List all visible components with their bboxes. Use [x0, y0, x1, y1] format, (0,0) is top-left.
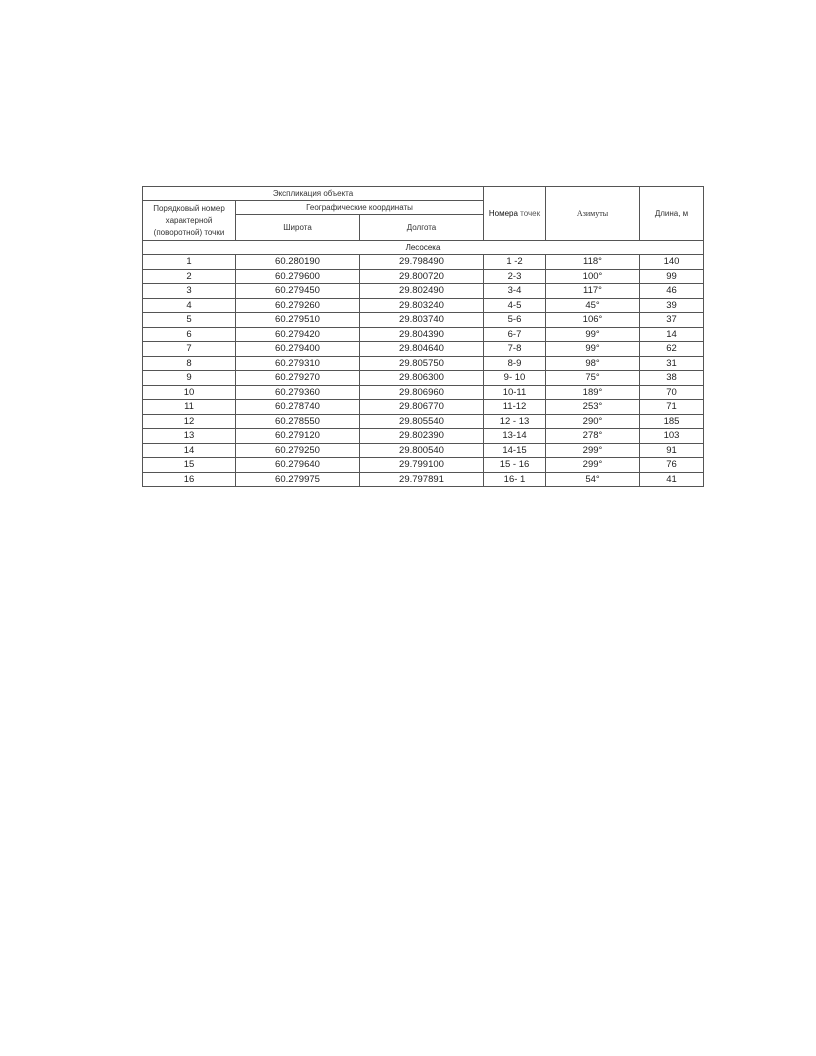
azimuth-cell: 299° — [546, 458, 640, 473]
azimuth-cell: 100° — [546, 269, 640, 284]
point-pair-cell: 16- 1 — [484, 472, 546, 487]
table-row — [143, 458, 704, 473]
point-pair-cell: 10-11 — [484, 385, 546, 400]
longitude-cell: 29.803240 — [360, 298, 484, 313]
azimuth-cell: 253° — [546, 400, 640, 415]
latitude-cell: 60.280190 — [236, 255, 360, 270]
latitude-cell: 60.279400 — [236, 342, 360, 357]
length-cell: 14 — [640, 327, 704, 342]
longitude-cell: 29.800720 — [360, 269, 484, 284]
point-number-cell: 6 — [143, 327, 236, 342]
longitude-cell: 29.802490 — [360, 284, 484, 299]
longitude-cell: 29.798490 — [360, 255, 484, 270]
longitude-cell: 29.797891 — [360, 472, 484, 487]
table-row — [143, 313, 704, 328]
latitude-cell: 60.279250 — [236, 443, 360, 458]
latitude-cell: 60.279450 — [236, 284, 360, 299]
point-number-cell: 5 — [143, 313, 236, 328]
table-row — [143, 255, 704, 270]
length-cell: 38 — [640, 371, 704, 386]
section-label: Лесосека — [143, 241, 704, 255]
longitude-cell: 29.804390 — [360, 327, 484, 342]
header-azimuths: Азимуты — [546, 187, 640, 241]
length-cell: 31 — [640, 356, 704, 371]
longitude-cell: 29.799100 — [360, 458, 484, 473]
point-pair-cell: 14-15 — [484, 443, 546, 458]
table-row — [143, 342, 704, 357]
length-cell: 99 — [640, 269, 704, 284]
azimuth-cell: 118° — [546, 255, 640, 270]
length-cell: 140 — [640, 255, 704, 270]
table-caption: Экспликация объекта — [143, 187, 484, 201]
point-pair-cell: 13-14 — [484, 429, 546, 444]
length-cell: 39 — [640, 298, 704, 313]
point-number-cell: 10 — [143, 385, 236, 400]
latitude-cell: 60.279260 — [236, 298, 360, 313]
table-row — [143, 356, 704, 371]
point-number-cell: 9 — [143, 371, 236, 386]
length-cell: 71 — [640, 400, 704, 415]
point-pair-cell: 12 - 13 — [484, 414, 546, 429]
azimuth-cell: 75° — [546, 371, 640, 386]
point-pair-cell: 2-3 — [484, 269, 546, 284]
table-row — [143, 385, 704, 400]
table-row — [143, 371, 704, 386]
header-point-numbers — [484, 187, 546, 241]
latitude-cell: 60.279120 — [236, 429, 360, 444]
point-number-cell: 13 — [143, 429, 236, 444]
point-number-cell: 7 — [143, 342, 236, 357]
length-cell: 91 — [640, 443, 704, 458]
point-number-cell: 12 — [143, 414, 236, 429]
length-cell: 46 — [640, 284, 704, 299]
azimuth-cell: 299° — [546, 443, 640, 458]
azimuth-cell: 290° — [546, 414, 640, 429]
longitude-cell: 29.805750 — [360, 356, 484, 371]
longitude-cell: 29.806300 — [360, 371, 484, 386]
latitude-cell: 60.279600 — [236, 269, 360, 284]
length-cell: 70 — [640, 385, 704, 400]
point-number-cell: 11 — [143, 400, 236, 415]
table-row — [143, 414, 704, 429]
point-number-cell: 16 — [143, 472, 236, 487]
azimuth-cell: 54° — [546, 472, 640, 487]
point-number-cell: 1 — [143, 255, 236, 270]
header-point-numbers-a: Номера — [488, 209, 518, 218]
point-pair-cell: 15 - 16 — [484, 458, 546, 473]
length-cell: 62 — [640, 342, 704, 357]
longitude-cell: 29.806770 — [360, 400, 484, 415]
length-cell: 103 — [640, 429, 704, 444]
latitude-cell: 60.278550 — [236, 414, 360, 429]
point-number-cell: 8 — [143, 356, 236, 371]
azimuth-cell: 98° — [546, 356, 640, 371]
explication-table-container — [142, 186, 703, 487]
table-row — [143, 443, 704, 458]
azimuth-cell: 45° — [546, 298, 640, 313]
point-pair-cell: 5-6 — [484, 313, 546, 328]
length-cell: 185 — [640, 414, 704, 429]
header-order-number: Порядковый номер характерной (поворотной) точки — [143, 201, 236, 241]
longitude-cell: 29.805540 — [360, 414, 484, 429]
header-longitude: Долгота — [360, 215, 484, 241]
table-row — [143, 298, 704, 313]
azimuth-cell: 117° — [546, 284, 640, 299]
length-cell: 37 — [640, 313, 704, 328]
longitude-cell: 29.806960 — [360, 385, 484, 400]
point-pair-cell: 11-12 — [484, 400, 546, 415]
table-row — [143, 472, 704, 487]
azimuth-cell: 278° — [546, 429, 640, 444]
point-pair-cell: 8-9 — [484, 356, 546, 371]
header-geo-coordinates: Географические координаты — [236, 201, 484, 215]
header-length: Длина, м — [640, 187, 704, 241]
explication-table — [142, 186, 704, 487]
latitude-cell: 60.279420 — [236, 327, 360, 342]
longitude-cell: 29.802390 — [360, 429, 484, 444]
longitude-cell: 29.800540 — [360, 443, 484, 458]
table-row — [143, 400, 704, 415]
point-pair-cell: 7-8 — [484, 342, 546, 357]
point-pair-cell: 6-7 — [484, 327, 546, 342]
latitude-cell: 60.279510 — [236, 313, 360, 328]
table-row — [143, 284, 704, 299]
azimuth-cell: 99° — [546, 342, 640, 357]
point-number-cell: 15 — [143, 458, 236, 473]
latitude-cell: 60.279975 — [236, 472, 360, 487]
point-number-cell: 2 — [143, 269, 236, 284]
latitude-cell: 60.279640 — [236, 458, 360, 473]
point-pair-cell: 9- 10 — [484, 371, 546, 386]
latitude-cell: 60.279310 — [236, 356, 360, 371]
longitude-cell: 29.804640 — [360, 342, 484, 357]
latitude-cell: 60.279270 — [236, 371, 360, 386]
azimuth-cell: 99° — [546, 327, 640, 342]
point-pair-cell: 4-5 — [484, 298, 546, 313]
table-row — [143, 269, 704, 284]
point-number-cell: 14 — [143, 443, 236, 458]
azimuth-cell: 189° — [546, 385, 640, 400]
point-pair-cell: 1 -2 — [484, 255, 546, 270]
length-cell: 76 — [640, 458, 704, 473]
table-row — [143, 429, 704, 444]
point-pair-cell: 3-4 — [484, 284, 546, 299]
header-latitude: Широта — [236, 215, 360, 241]
latitude-cell: 60.278740 — [236, 400, 360, 415]
table-row — [143, 327, 704, 342]
header-point-numbers-b: точек — [517, 209, 541, 218]
point-number-cell: 4 — [143, 298, 236, 313]
length-cell: 41 — [640, 472, 704, 487]
azimuth-cell: 106° — [546, 313, 640, 328]
longitude-cell: 29.803740 — [360, 313, 484, 328]
point-number-cell: 3 — [143, 284, 236, 299]
latitude-cell: 60.279360 — [236, 385, 360, 400]
